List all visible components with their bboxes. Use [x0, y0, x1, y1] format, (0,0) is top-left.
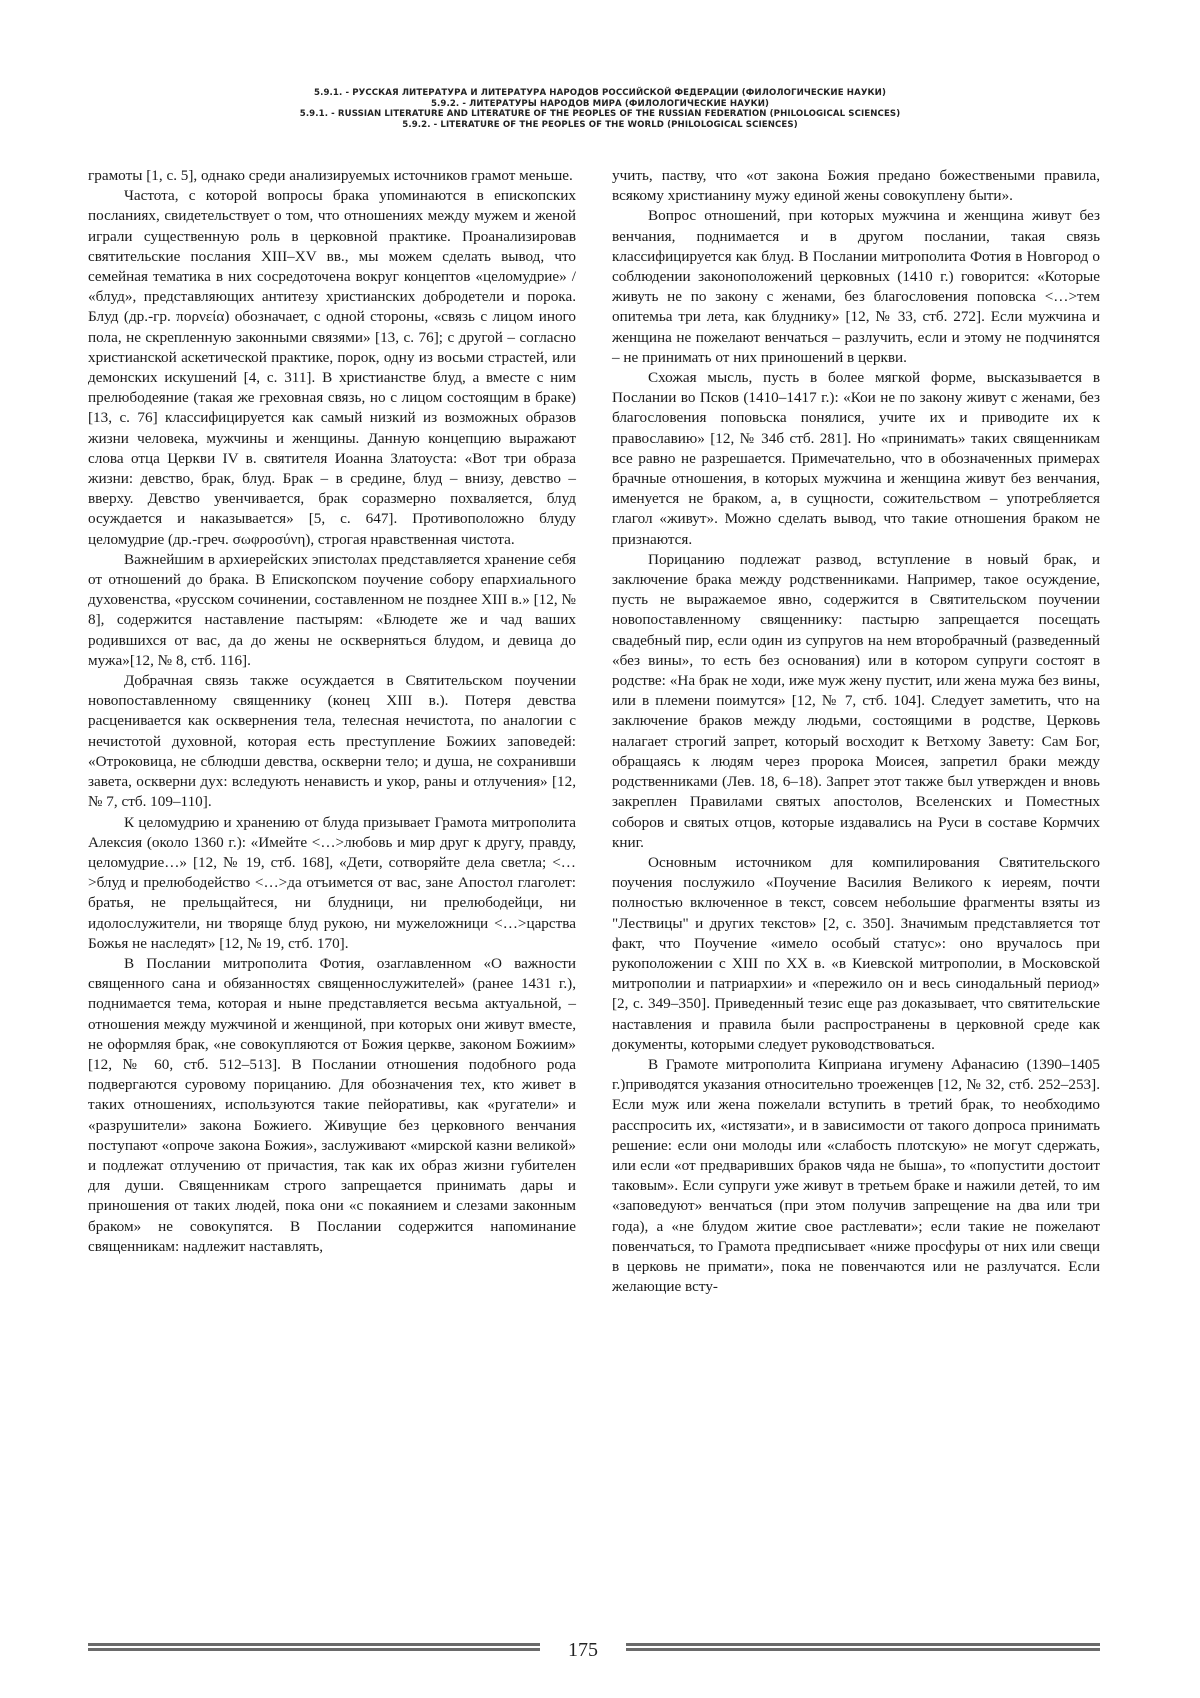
- paragraph: Схожая мысль, пусть в более мягкой форме, высказывается в Послании во Псков (1410–1417 г.): «Кои не по закону живут с женами, без благословения поповьска понялися, учите их и приводите их к православию» [12, № 34б стб. 281]. Но «принимать» таких священникам все равно не разрешается. Примечательно, что в обозначенных примерах брачные отношения, в которых мужчина и женщина живут без венчания, именуется не браком, а, в сущности, сожительством – употребляется глагол «живут». Можно сделать вывод, что такие отношения браком не признаются.: [612, 369, 1100, 548]
- paragraph: В Послании митрополита Фотия, озаглавленном «О важности священного сана и обязанностях священнослужителей» (ранее 1431 г.), поднимается тема, которая и ныне представляется весьма актуальной, – отношения между мужчиной и женщиной, при которых они живут вместе, не оформляя брак, «не совокупляются от Божия церкве, законом Божиим» [12, № 60, стб. 512–513]. В Послании отношения подобного рода подвергаются суровому порицанию. Для обозначения тех, кто живет в таких отношениях, используются такие пейоративы, как «ругатели» и «разрушители» закона Божиего. Живущие без церковного венчания поступают «опроче закона Божия», заслуживают «мирской казни великой» и подлежат отлучению от причастия, так как их образ жизни губителен для души. Священникам строго запрещается принимать дары и приношения от таких людей, пока они «с покаянием и слезами законным браком» не совокупятся. В Послании содержится напоминание священникам: надлежит наставлять,: [88, 954, 576, 1255]
- right-column: [612, 166, 1100, 1297]
- paragraph: Важнейшим в архиерейских эпистолах представляется хранение себя от отношений до брака. В Епископском поучение собору епархиального духовенства, «русском сочинении, составленном не позднее XIII в.» [12, № 8], содержится наставление пастырям: «Блюдете же и чад ваших родившихся от вас, да до жены не оскверняться блудом, и девица до мужа»[12, № 8, стб. 116].: [88, 550, 576, 669]
- paragraph: Добрачная связь также осуждается в Святительском поучении новопоставленному священнику (конец XIII в.). Потеря девства расценивается как осквернения тела, телесная нечистота, по аналогии с нечистотой духовной, которая есть преступление Божиих заповедей: «Отроковица, не сблюдши девства, оскверни тело; и душа, не сохранивши завета, оскверни дух: вследують ненависть и укор, раны и отлучения» [12, № 7, стб. 109–110].: [88, 672, 576, 811]
- page-footer: [88, 1638, 1100, 1662]
- paragraph: Вопрос отношений, при которых мужчина и женщина живут без венчания, поднимается и в другом послании, такая связь классифицируется как блуд. В Послании митрополита Фотия в Новгород о соблюдении законоположений церковных (1410 г.) говорится: «Которые живуть не по закону с женами, без благословения поповска <…>тем опитемьа три лета, как блуднику» [12, № 33, стб. 272]. Если мужчина и женщина не пожелают венчаться – разлучить, если и этому не подчинятся – не принимать от них приношений в церкви.: [612, 207, 1100, 366]
- footer-rule-right: [626, 1643, 1100, 1657]
- paragraph: Основным источником для компилирования Святительского поучения послужило «Поучение Василия Великого к иереям, почти полностью включенное в текст, совсем небольшие фрагменты взяты из "Лествицы" и других текстов» [2, с. 350]. Значимым представляется тот факт, что Поучение «имело особый статус»: оно вручалось при рукоположении с XIII по XX в. «в Киевской митрополии, в Московской митрополии и патриархии» и «пережило он и весь синодальный период» [2, с. 349–350]. Приведенный тезис еще раз доказывает, что святительские наставления и правила были распространены в церковной среде как документы, которыми следует руководствоваться.: [612, 853, 1100, 1053]
- running-header: [0, 88, 1200, 130]
- header-line: 5.9.2. - LITERATURE OF THE PEOPLES OF THE WORLD (PHILOLOGICAL SCIENCES): [402, 119, 798, 130]
- paragraph: В Грамоте митрополита Киприана игумену Афанасию (1390–1405 г.)приводятся указания относительно троеженцев [12, № 32, стб. 252–253]. Если муж или жена пожелали вступить в третий брак, то необходимо расспросить их, «истязати», и в зависимости от такого допроса принимать решение: если они молоды или «слабость плотскую» не могут сдержать, или если «от предваривших браков чяда не быша», то «попустити достоит таковым». Если супруги уже живут в третьем браке и нажили детей, то им «заповедуют» венчаться (при этом получив запрещение на два или три года), а «не блудом житие свое растлевати»; если такие не пожелают повенчаться, то Грамота предписывает «ниже просфуры от них или свещи в церковь не примати», пока не повенчаются или не разлучатся. Если желающие всту-: [612, 1055, 1100, 1296]
- footer-rule-left: [88, 1643, 540, 1657]
- header-line: 5.9.1. - РУССКАЯ ЛИТЕРАТУРА И ЛИТЕРАТУРА НАРОДОВ РОССИЙСКОЙ ФЕДЕРАЦИИ (ФИЛОЛОГИЧЕСКИЕ НАУКИ): [314, 88, 886, 98]
- paragraph: К целомудрию и хранению от блуда призывает Грамота митрополита Алексия (около 1360 г.): «Имейте <…>любовь и мир друг к другу, правду, целомудрие…» [12, № 19, стб. 168], «Дети, сотворяйте дела светла; <…>блуд и прелюбодейство <…>да отъимется от вас, зане Апостол глаголет: братья, не прельщайтеся, ни блудници, ни прелюбодейци, ни идолослужители, ни творяще блуд рукою, ни мужеложници <…>царства Божья не наследят» [12, № 19, стб. 170].: [88, 813, 576, 952]
- paragraph: Частота, с которой вопросы брака упоминаются в епископских посланиях, свидетельствует о том, что отношениях между мужем и женой играли существенную роль в церковной практике. Проанализировав святительские послания XIII–XV вв., мы можем сделать вывод, что семейная тематика в них сосредоточена вокруг концептов «целомудрие» / «блуд», представляющих антитезу христианских добродетели и порока. Блуд (др.-гр. πορνεία) обозначает, с одной стороны, «связь с лицом иного пола, не скрепленную законными связями» [13, с. 76]; с другой – согласно христианской аскетической практике, порок, одну из восьми страстей, или демонских искушений [4, с. 311]. В христианстве блуд, а вместе с ним прелюбодеяние (такая же греховная связь, но с лицом состоящим в браке) [13, с. 76] классифицируется как самый низкий из возможных образов жизни человека, мужчины и женщины. Данную концепцию выражают слова отца Церкви IV в. святителя Иоанна Златоуста: «Вот три образа жизни: девство, брак, блуд. Брак – в средине, блуд – внизу, девство – вверху. Девство увенчивается, брак соразмерно похваляется, блуд осуждается и наказывается» [5, с. 647]. Противоположно блуду целомудрие (др.-греч. σωφροσύνη), строгая нравственная чистота.: [88, 187, 576, 548]
- paragraph: Порицанию подлежат развод, вступление в новый брак, и заключение брака между родственниками. Например, такое осуждение, пусть не выражаемое явно, содержится в Святительском поучении новопоставленному священнику: пастырю запрещается посещать свадебный пир, если один из супругов на нем второбрачный (разведенный «без вины», то есть без основания) или в котором супруги состоят в родстве: «На брак не ходи, иже муж жену пустит, или жена мужа без вины, или в племени поимутся» [12, № 7, стб. 104]. Следует заметить, что на заключение браков между людьми, состоящими в родстве, Церковь налагает строгий запрет, который восходит к Ветхому Завету: Сам Бог, обращаясь к людям через пророка Моисея, запретил браки между родственниками (Лев. 18, 6–18). Запрет этот также был утвержден и вновь закреплен Правилами святых апостолов, Вселенских и Поместных соборов и святых отцов, которые издавались на Руси в составе Кормчих книг.: [612, 550, 1100, 851]
- page-number: 175: [568, 1639, 598, 1661]
- paragraph: учить, паству, что «от закона Божия предано божествеными правила, всякому христианину мужу единой жены совокуплену быти».: [612, 167, 1100, 205]
- paragraph: грамоты [1, с. 5], однако среди анализируемых источников грамот меньше.: [88, 167, 573, 184]
- header-line: 5.9.1. - RUSSIAN LITERATURE AND LITERATURE OF THE PEOPLES OF THE RUSSIAN FEDERATION (PHILOLOGICAL SCIENCES): [299, 109, 901, 120]
- header-line: 5.9.2. - ЛИТЕРАТУРЫ НАРОДОВ МИРА (ФИЛОЛОГИЧЕСКИЕ НАУКИ): [430, 98, 770, 109]
- left-column: [88, 166, 576, 1257]
